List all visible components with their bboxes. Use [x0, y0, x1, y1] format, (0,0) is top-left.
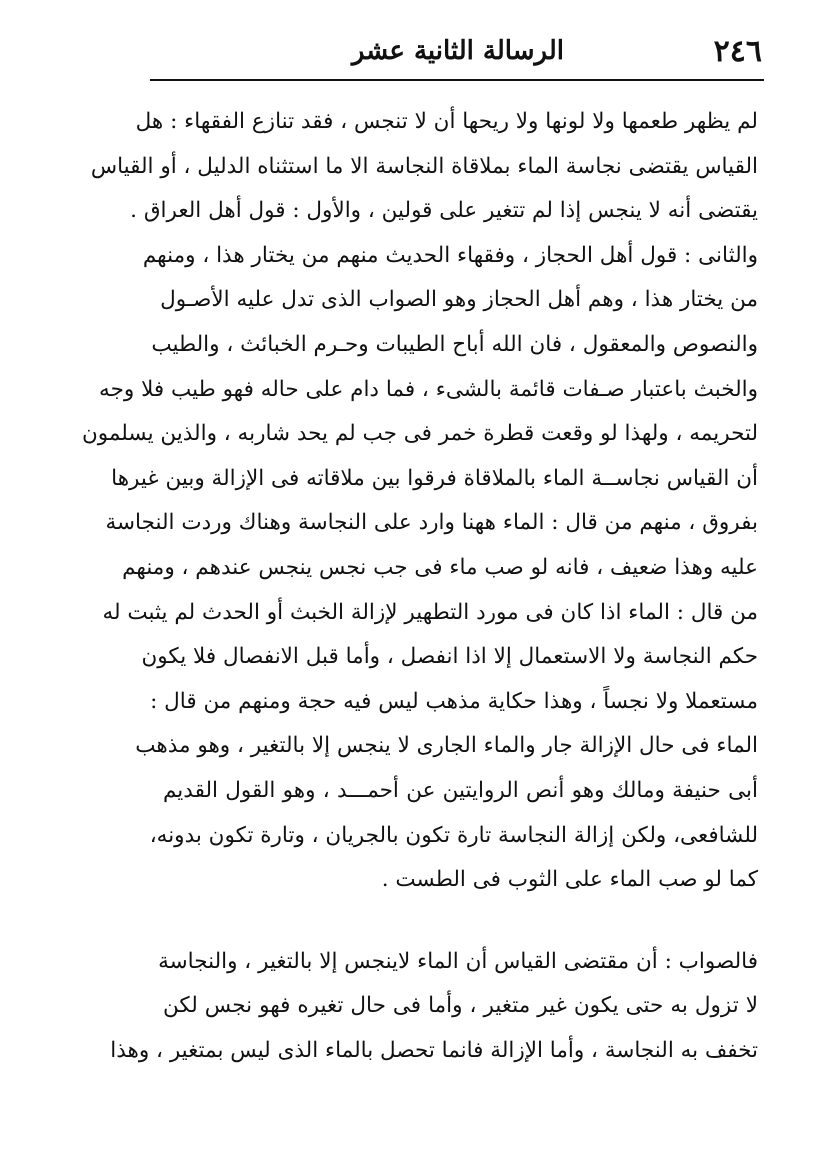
text-line: والثانى : قول أهل الحجاز ، وفقهاء الحديث منهم من يختار هذا ، ومنهم: [142, 242, 758, 268]
paragraph: [110, 940, 758, 1074]
text-line: والنصوص والمعقول ، فان الله أباح الطيبات وحـرم الخبائث ، والطيب: [151, 331, 758, 357]
text-line: فالصواب : أن مقتضى القياس أن الماء لاينجس إلا بالتغير ، والنجاسة: [158, 948, 758, 974]
text-line: مستعملا ولا نجساً ، وهذا حكاية مذهب ليس فيه حجة ومنهم من قال :: [150, 688, 758, 714]
text-line: تخفف به النجاسة ، وأما الإزالة فانما تحصل بالماء الذى ليس بمتغير ، وهذا: [110, 1037, 758, 1063]
page-number: ٢٤٦: [713, 34, 762, 69]
text-line: القياس يقتضى نجاسة الماء بملاقاة النجاسة الا ما استثناه الدليل ، أو القياس: [90, 153, 758, 179]
text-line: عليه وهذا ضعيف ، فانه لو صب ماء فى جب نجس ينجس عندهم ، ومنهم: [122, 554, 758, 580]
text-line: يقتضى أنه لا ينجس إذا لم تتغير على قولين ، والأول : قول أهل العراق .: [130, 198, 758, 224]
page-header: [150, 30, 762, 78]
text-line: لا تزول به حتى يكون غير متغير ، وأما فى حال تغيره فهو نجس لكن: [163, 993, 758, 1019]
text-line: للشافعى، ولكن إزالة النجاسة تارة تكون بالجريان ، وتارة تكون بدونه،: [149, 822, 758, 848]
text-line: الماء فى حال الإزالة جار والماء الجارى لا ينجس إلا بالتغير ، وهو مذهب: [135, 733, 758, 759]
body-text: [81, 100, 758, 1073]
text-line: لم يظهر طعمها ولا لونها ولا ريحها أن لا تنجس ، فقد تنازع الفقهاء : هل: [135, 109, 758, 134]
running-title: الرسالة الثانية عشر: [351, 36, 564, 66]
text-line: أن القياس نجاســة الماء بالملاقاة فرقوا بين ملاقاته فى الإزالة وبين غيرها: [111, 465, 758, 491]
header-rule: [150, 79, 764, 81]
text-line: من قال : الماء اذا كان فى مورد التطهير لإزالة الخبث أو الحدث لم يثبت له: [102, 599, 758, 625]
text-line: بفروق ، منهم من قال : الماء ههنا وارد على النجاسة وهناك وردت النجاسة: [105, 510, 758, 536]
paragraph: [81, 100, 758, 903]
text-line: أبى حنيفة ومالك وهو أنص الروايتين عن أحمـــد ، وهو القول القديم: [163, 777, 758, 803]
text-line: من يختار هذا ، وهم أهل الحجاز وهو الصواب الذى تدل عليه الأصـول: [160, 287, 758, 313]
paragraph-gap: [163, 903, 758, 940]
text-line: كما لو صب الماء على الثوب فى الطست .: [381, 867, 758, 893]
text-line: لتحريمه ، ولهذا لو وقعت قطرة خمر فى جب لم يحد شاربه ، والذين يسلمون: [81, 421, 758, 447]
text-line: حكم النجاسة ولا الاستعمال إلا اذا انفصل ، وأما قبل الانفصال فلا يكون: [141, 644, 758, 670]
text-line: والخبث باعتبار صـفات قائمة بالشىء ، فما دام على حاله فهو طيب فلا وجه: [99, 376, 758, 402]
